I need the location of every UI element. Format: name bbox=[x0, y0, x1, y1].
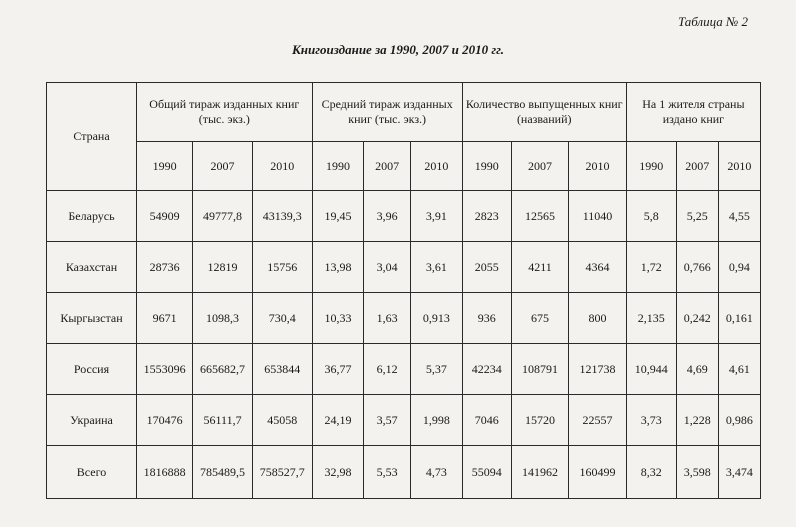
value-cell: 730,4 bbox=[252, 293, 312, 344]
value-cell: 5,25 bbox=[676, 191, 718, 242]
column-header-country: Страна bbox=[47, 83, 137, 191]
value-cell: 108791 bbox=[511, 344, 569, 395]
value-cell: 0,986 bbox=[718, 395, 760, 446]
value-cell: 36,77 bbox=[312, 344, 364, 395]
value-cell: 1098,3 bbox=[193, 293, 253, 344]
value-cell: 160499 bbox=[569, 446, 627, 499]
value-cell: 32,98 bbox=[312, 446, 364, 499]
value-cell: 11040 bbox=[569, 191, 627, 242]
year-header: 2007 bbox=[676, 142, 718, 191]
value-cell: 8,32 bbox=[626, 446, 676, 499]
country-cell: Россия bbox=[47, 344, 137, 395]
value-cell: 19,45 bbox=[312, 191, 364, 242]
year-header: 2007 bbox=[364, 142, 411, 191]
value-cell: 10,33 bbox=[312, 293, 364, 344]
country-cell: Беларусь bbox=[47, 191, 137, 242]
value-cell: 42234 bbox=[462, 344, 511, 395]
value-cell: 1,228 bbox=[676, 395, 718, 446]
value-cell: 2055 bbox=[462, 242, 511, 293]
value-cell: 4,61 bbox=[718, 344, 760, 395]
value-cell: 3,04 bbox=[364, 242, 411, 293]
value-cell: 7046 bbox=[462, 395, 511, 446]
value-cell: 3,91 bbox=[411, 191, 463, 242]
column-group-per-capita: На 1 жителя страны издано книг bbox=[626, 83, 760, 142]
column-group-average-circulation: Средний тираж изданных книг (тыс. экз.) bbox=[312, 83, 462, 142]
table-row bbox=[47, 191, 761, 242]
country-cell: Всего bbox=[47, 446, 137, 499]
value-cell: 1,998 bbox=[411, 395, 463, 446]
value-cell: 800 bbox=[569, 293, 627, 344]
value-cell: 3,57 bbox=[364, 395, 411, 446]
country-cell: Кыргызстан bbox=[47, 293, 137, 344]
value-cell: 56111,7 bbox=[193, 395, 253, 446]
value-cell: 2823 bbox=[462, 191, 511, 242]
year-header: 1990 bbox=[626, 142, 676, 191]
value-cell: 785489,5 bbox=[193, 446, 253, 499]
year-header: 1990 bbox=[462, 142, 511, 191]
value-cell: 4364 bbox=[569, 242, 627, 293]
country-cell: Казахстан bbox=[47, 242, 137, 293]
value-cell: 15720 bbox=[511, 395, 569, 446]
value-cell: 28736 bbox=[137, 242, 193, 293]
value-cell: 3,474 bbox=[718, 446, 760, 499]
value-cell: 936 bbox=[462, 293, 511, 344]
value-cell: 2,135 bbox=[626, 293, 676, 344]
value-cell: 0,161 bbox=[718, 293, 760, 344]
table-row bbox=[47, 293, 761, 344]
value-cell: 10,944 bbox=[626, 344, 676, 395]
value-cell: 45058 bbox=[252, 395, 312, 446]
year-header: 1990 bbox=[312, 142, 364, 191]
country-cell: Украина bbox=[47, 395, 137, 446]
value-cell: 4,55 bbox=[718, 191, 760, 242]
value-cell: 0,913 bbox=[411, 293, 463, 344]
page-title: Книгоиздание за 1990, 2007 и 2010 гг. bbox=[291, 42, 505, 57]
value-cell: 13,98 bbox=[312, 242, 364, 293]
value-cell: 0,94 bbox=[718, 242, 760, 293]
value-cell: 43139,3 bbox=[252, 191, 312, 242]
value-cell: 1816888 bbox=[137, 446, 193, 499]
value-cell: 665682,7 bbox=[193, 344, 253, 395]
table-row bbox=[47, 242, 761, 293]
table-row bbox=[47, 446, 761, 499]
value-cell: 1,63 bbox=[364, 293, 411, 344]
value-cell: 0,766 bbox=[676, 242, 718, 293]
value-cell: 3,598 bbox=[676, 446, 718, 499]
value-cell: 49777,8 bbox=[193, 191, 253, 242]
value-cell: 3,73 bbox=[626, 395, 676, 446]
table-row bbox=[47, 395, 761, 446]
value-cell: 1,72 bbox=[626, 242, 676, 293]
value-cell: 15756 bbox=[252, 242, 312, 293]
value-cell: 6,12 bbox=[364, 344, 411, 395]
value-cell: 758527,7 bbox=[252, 446, 312, 499]
value-cell: 653844 bbox=[252, 344, 312, 395]
value-cell: 1553096 bbox=[137, 344, 193, 395]
year-header: 2010 bbox=[252, 142, 312, 191]
value-cell: 121738 bbox=[569, 344, 627, 395]
value-cell: 5,37 bbox=[411, 344, 463, 395]
value-cell: 4,69 bbox=[676, 344, 718, 395]
value-cell: 4,73 bbox=[411, 446, 463, 499]
value-cell: 22557 bbox=[569, 395, 627, 446]
value-cell: 4211 bbox=[511, 242, 569, 293]
table-number-label: Таблица № 2 bbox=[677, 14, 748, 29]
value-cell: 55094 bbox=[462, 446, 511, 499]
book-publishing-table bbox=[46, 82, 761, 499]
year-header: 2010 bbox=[718, 142, 760, 191]
value-cell: 0,242 bbox=[676, 293, 718, 344]
value-cell: 5,53 bbox=[364, 446, 411, 499]
value-cell: 54909 bbox=[137, 191, 193, 242]
value-cell: 3,96 bbox=[364, 191, 411, 242]
value-cell: 3,61 bbox=[411, 242, 463, 293]
year-header: 2007 bbox=[193, 142, 253, 191]
value-cell: 675 bbox=[511, 293, 569, 344]
year-header: 2007 bbox=[511, 142, 569, 191]
table-row bbox=[47, 344, 761, 395]
year-header: 2010 bbox=[569, 142, 627, 191]
value-cell: 12565 bbox=[511, 191, 569, 242]
column-group-titles-count: Количество выпущенных книг (названий) bbox=[462, 83, 626, 142]
value-cell: 170476 bbox=[137, 395, 193, 446]
year-header: 1990 bbox=[137, 142, 193, 191]
year-header: 2010 bbox=[411, 142, 463, 191]
column-group-total-circulation: Общий тираж изданных книг (тыс. экз.) bbox=[137, 83, 313, 142]
value-cell: 12819 bbox=[193, 242, 253, 293]
value-cell: 141962 bbox=[511, 446, 569, 499]
value-cell: 24,19 bbox=[312, 395, 364, 446]
value-cell: 5,8 bbox=[626, 191, 676, 242]
value-cell: 9671 bbox=[137, 293, 193, 344]
